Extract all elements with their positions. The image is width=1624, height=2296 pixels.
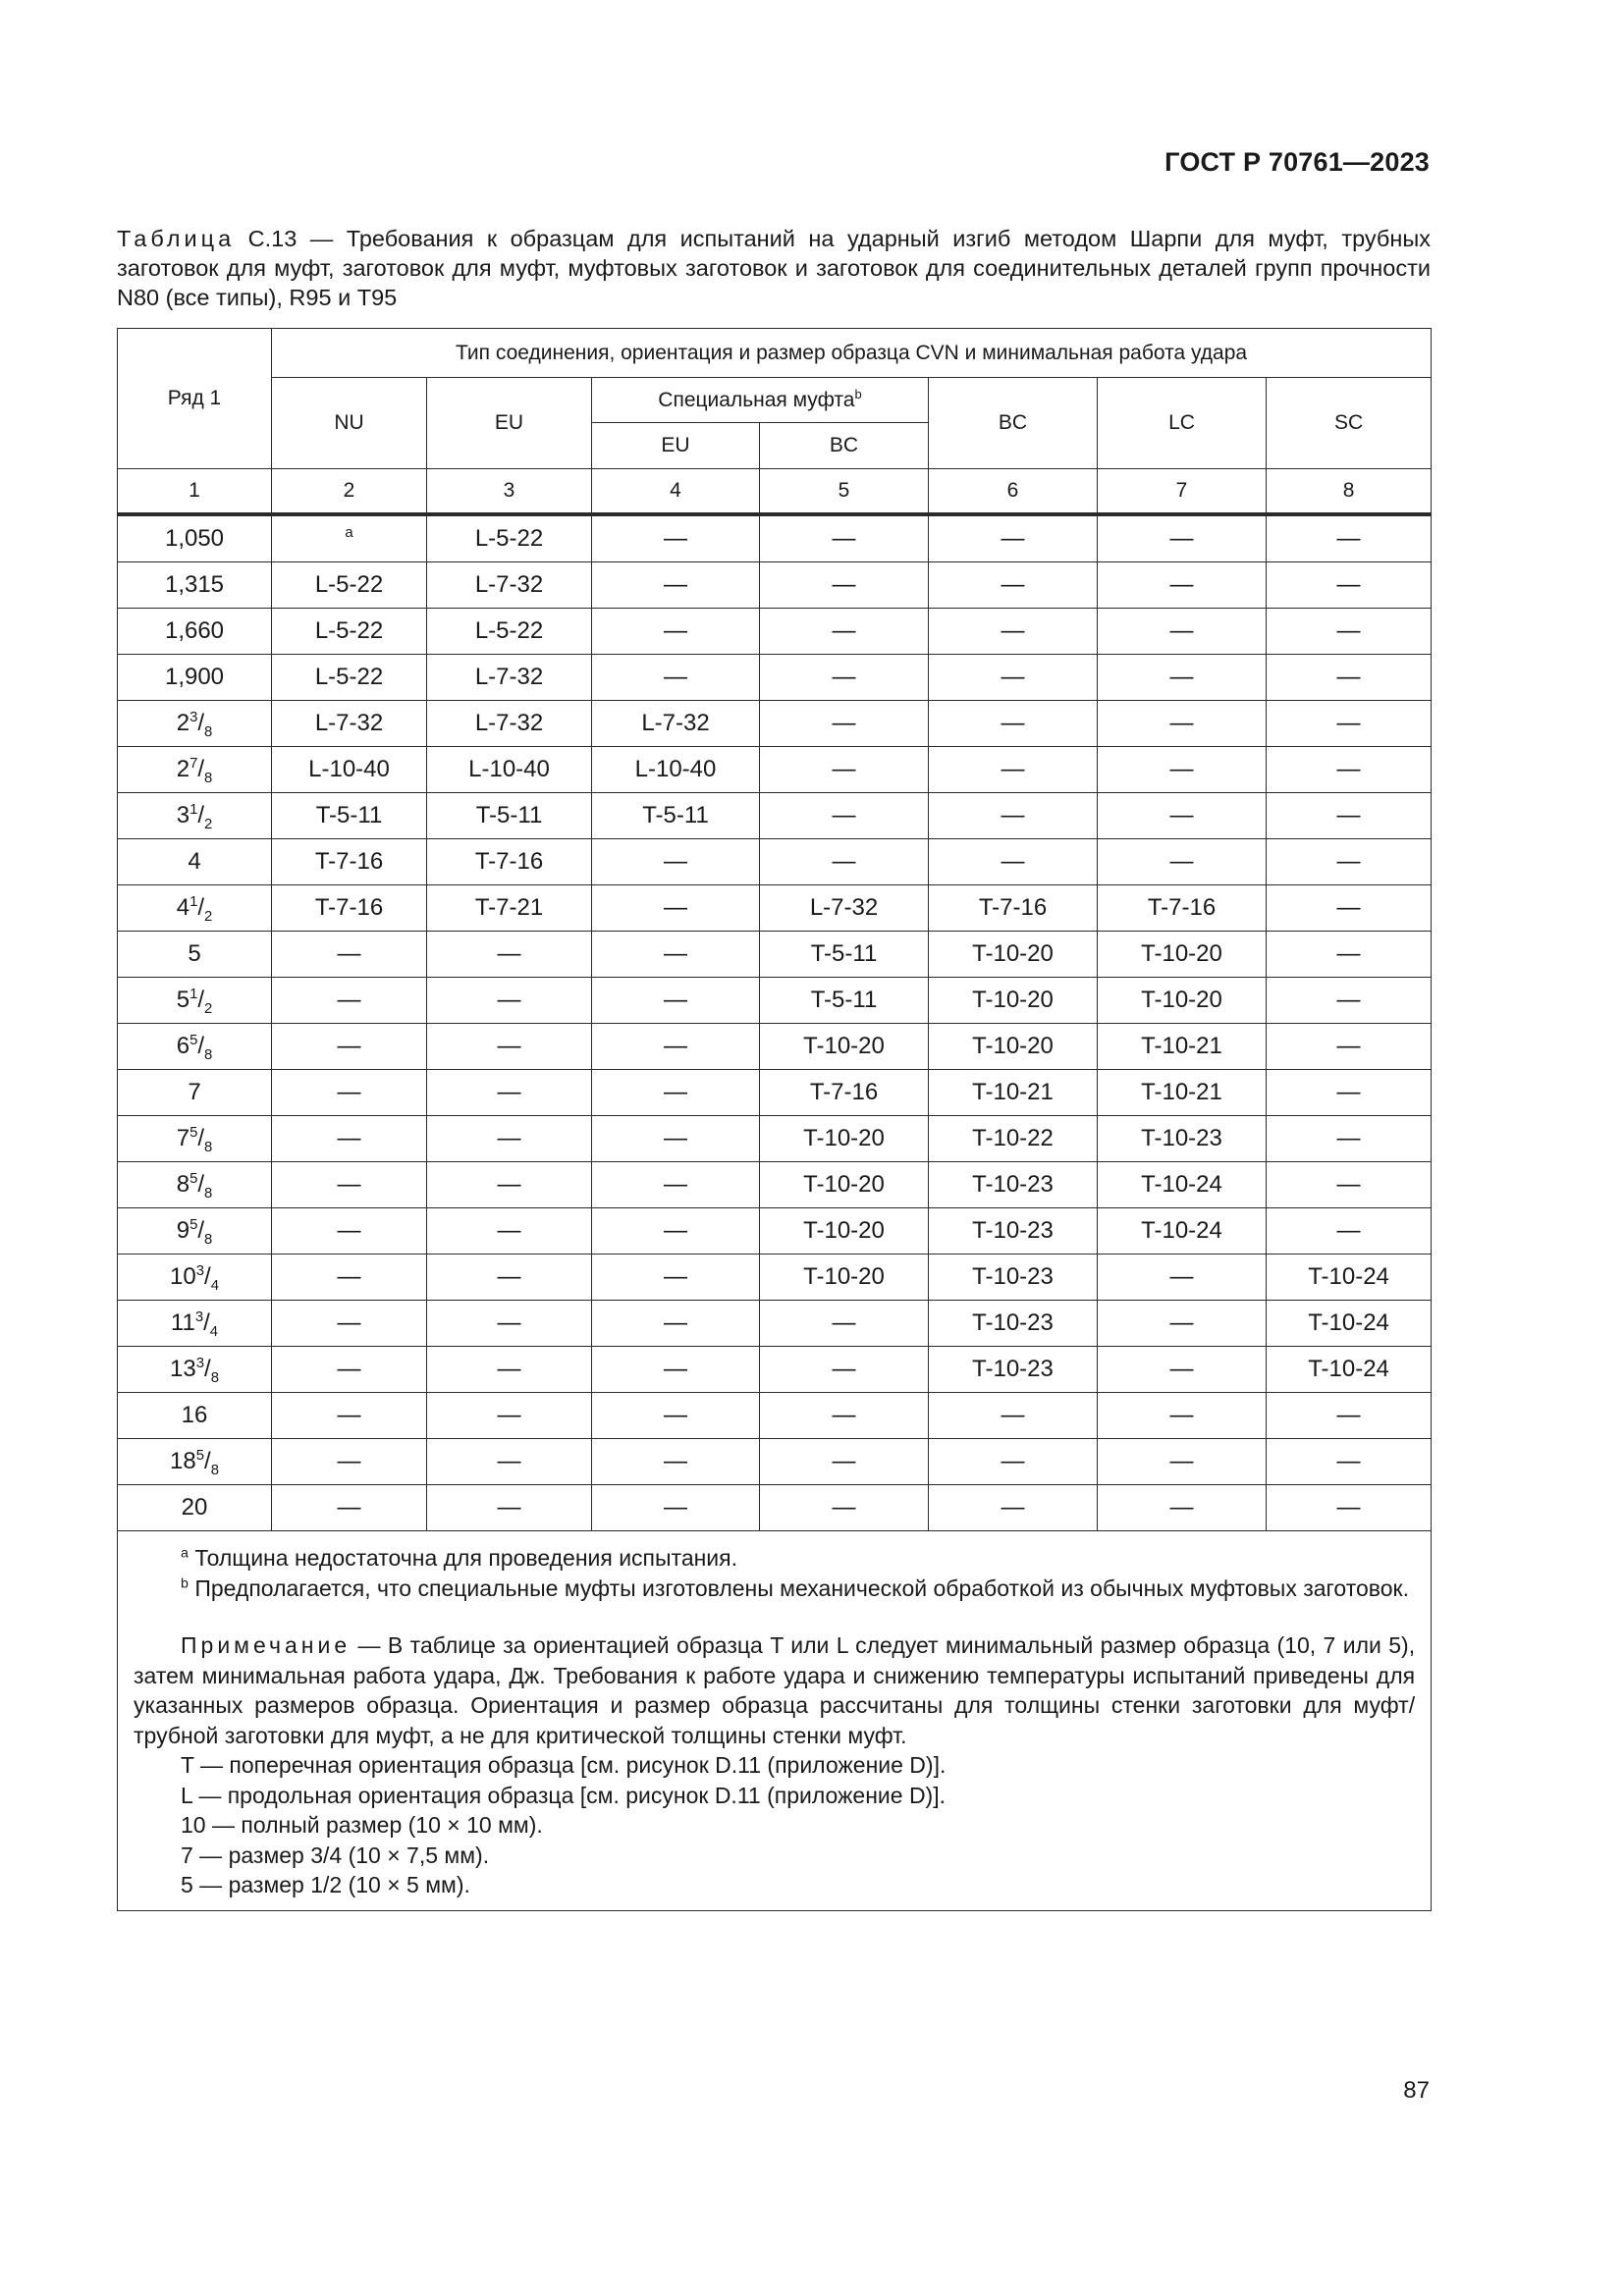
table-cell: — — [272, 1162, 427, 1208]
row-size-cell — [118, 1393, 272, 1439]
size-whole: 8 — [176, 1171, 190, 1198]
size-fraction-denominator: 4 — [209, 1323, 219, 1340]
table-cell: — — [760, 1485, 929, 1531]
row-size-cell: $3^1/_2$ — [118, 793, 272, 839]
size-whole: 7 — [176, 1125, 190, 1151]
table-cell: — — [427, 1255, 592, 1301]
row-size-cell: $7^5/_8$ — [118, 1116, 272, 1162]
size-whole: 1,315 — [164, 571, 225, 598]
row-size-cell: $2^3/_8$ — [118, 701, 272, 747]
column-number-cell: 1 — [118, 469, 272, 515]
table-cell: — — [427, 978, 592, 1024]
row-header-cell: Ряд 1 — [118, 329, 272, 469]
footnote-a-mark: a — [181, 1545, 189, 1562]
table-row — [118, 514, 1432, 562]
table-cell: L-5-22 — [272, 655, 427, 701]
size-whole: 5 — [176, 987, 190, 1013]
requirements-table — [117, 328, 1432, 1911]
table-cell: T-5-11 — [760, 932, 929, 978]
row-size-cell: $6^5/_8$ — [118, 1024, 272, 1070]
size-whole: 10 — [170, 1263, 196, 1290]
table-cell: T-10-24 — [1098, 1208, 1267, 1255]
table-cell: — — [272, 1024, 427, 1070]
size-whole: 13 — [170, 1356, 196, 1382]
table-cell: T-5-11 — [760, 978, 929, 1024]
table-row — [118, 1301, 1432, 1347]
table-cell: — — [760, 701, 929, 747]
table-cell: T-7-16 — [272, 839, 427, 885]
table-cell: — — [760, 1393, 929, 1439]
table-cell: T-7-16 — [1098, 885, 1267, 932]
table-cell: T-7-16 — [427, 839, 592, 885]
table-cell: — — [1267, 514, 1432, 562]
table-cell: — — [272, 1070, 427, 1116]
size-fraction-numerator: 3 — [195, 1356, 205, 1371]
column-number-cell: 3 — [427, 469, 592, 515]
table-cell: — — [592, 562, 760, 609]
table-cell: T-10-24 — [1267, 1347, 1432, 1393]
column-number-cell: 2 — [272, 469, 427, 515]
table-cell: — — [929, 655, 1098, 701]
row-size-cell — [118, 514, 272, 562]
table-cell: — — [427, 1485, 592, 1531]
column-header-nu: NU — [272, 378, 427, 469]
note-label: Примечание — [181, 1632, 352, 1658]
table-cell: T-7-16 — [272, 885, 427, 932]
table-cell: T-10-23 — [929, 1255, 1098, 1301]
table-cell: T-10-22 — [929, 1116, 1098, 1162]
table-cell: — — [929, 609, 1098, 655]
table-cell: — — [1098, 1255, 1267, 1301]
size-whole: 9 — [176, 1217, 190, 1244]
table-cell: — — [1267, 932, 1432, 978]
size-fraction-numerator: 1 — [189, 802, 198, 818]
size-whole: 16 — [181, 1402, 208, 1428]
size-fraction-numerator: 5 — [189, 1217, 198, 1233]
table-cell: — — [592, 1116, 760, 1162]
table-cell: L-7-32 — [427, 701, 592, 747]
table-cell: — — [760, 655, 929, 701]
column-header-eu: EU — [427, 378, 592, 469]
column-header-bc: BC — [929, 378, 1098, 469]
table-caption-text: C.13 — Требования к образцам для испытаний на ударный изгиб методом Шарпи для муфт, трубных заготовок для муфт, заготовок для муфт, муфтовых заготовок и заготовок для соединительных деталей групп прочности N80 (все типы), R95 и T95 — [117, 226, 1431, 310]
special-coupling-label: Специальная муфта — [658, 388, 855, 411]
table-cell: — — [929, 747, 1098, 793]
table-cell: — — [427, 1070, 592, 1116]
table-cell: — — [592, 1485, 760, 1531]
table-cell: — — [1267, 1162, 1432, 1208]
table-cell: — — [760, 747, 929, 793]
size-whole: 3 — [176, 802, 190, 828]
table-cell: — — [1267, 793, 1432, 839]
table-cell: — — [929, 1393, 1098, 1439]
note-line: T — поперечная ориентация образца [см. рисунок D.11 (приложение D)]. — [181, 1752, 947, 1778]
table-footnotes-cell — [118, 1531, 1432, 1911]
table-row — [118, 655, 1432, 701]
table-note — [134, 1630, 1415, 1750]
table-row — [118, 609, 1432, 655]
table-cell: T-10-23 — [929, 1162, 1098, 1208]
column-number-cell: 5 — [760, 469, 929, 515]
table-cell: — — [592, 655, 760, 701]
column-header-special-bc: BC — [760, 423, 929, 469]
row-size-cell — [118, 1070, 272, 1116]
table-cell: — — [592, 932, 760, 978]
table-cell: — — [272, 1255, 427, 1301]
size-fraction-denominator: 8 — [204, 1046, 213, 1063]
table-cell: T-10-23 — [929, 1347, 1098, 1393]
size-fraction-denominator: 2 — [204, 908, 213, 925]
table-cell: — — [1267, 839, 1432, 885]
table-row — [118, 1116, 1432, 1162]
table-cell: — — [1098, 1301, 1267, 1347]
footnote-b-mark: b — [181, 1575, 189, 1591]
size-fraction-numerator: 5 — [189, 1033, 198, 1048]
size-whole: 6 — [176, 1033, 190, 1059]
table-cell: L-10-40 — [272, 747, 427, 793]
table-cell: — — [929, 562, 1098, 609]
table-row — [118, 1070, 1432, 1116]
table-cell: — — [592, 839, 760, 885]
table-cell: — — [1267, 609, 1432, 655]
table-cell: — — [427, 1162, 592, 1208]
footnote-a-text: Толщина недостаточна для проведения испытания. — [188, 1545, 738, 1571]
table-cell: — — [1267, 1116, 1432, 1162]
size-whole: 20 — [181, 1494, 208, 1521]
size-fraction-denominator: 8 — [210, 1369, 219, 1386]
table-cell: — — [1098, 793, 1267, 839]
table-cell: — — [1267, 978, 1432, 1024]
special-coupling-footnote-mark: b — [854, 386, 862, 401]
row-size-cell: $5^1/_2$ — [118, 978, 272, 1024]
table-cell: T-5-11 — [592, 793, 760, 839]
note-text: — В таблице за ориентацией образца T или L следует минимальный размер образца (10, 7 или 5), затем минимальная работа удара, Дж. Требования к работе удара и снижению температуры испытаний приведены для указанных размеров образца. Ориентация и размер образца рассчитаны для толщины стенки заготовки для муфт/трубной заготовки для муфт, а не для критической толщины стенки муфт. — [134, 1632, 1416, 1748]
table-row — [118, 747, 1432, 793]
table-cell: — — [760, 514, 929, 562]
note-line: L — продольная ориентация образца [см. рисунок D.11 (приложение D)]. — [181, 1782, 947, 1808]
table-row — [118, 1393, 1432, 1439]
size-whole: 4 — [176, 894, 190, 921]
table-cell: — — [929, 514, 1098, 562]
table-cell: T-10-21 — [929, 1070, 1098, 1116]
table-cell: — — [1098, 1485, 1267, 1531]
row-size-cell — [118, 609, 272, 655]
table-row — [118, 1255, 1432, 1301]
table-cell: — — [272, 1439, 427, 1485]
table-cell: — — [272, 1347, 427, 1393]
page-number: 87 — [1403, 2077, 1430, 2104]
table-cell: — — [760, 609, 929, 655]
table-row — [118, 793, 1432, 839]
footnote-mark: a — [345, 525, 353, 541]
size-fraction-numerator: 5 — [189, 1125, 198, 1141]
row-size-cell: $4^1/_2$ — [118, 885, 272, 932]
table-cell: — — [929, 1485, 1098, 1531]
table-cell: — — [1267, 1208, 1432, 1255]
footnote-b-text: Предполагается, что специальные муфты изготовлены механической обработкой из обычных муфтовых заготовок. — [188, 1575, 1409, 1601]
table-cell: — — [427, 1024, 592, 1070]
row-size-cell — [118, 932, 272, 978]
row-size-cell: $8^5/_8$ — [118, 1162, 272, 1208]
table-cell: — — [592, 1208, 760, 1255]
table-cell: — — [1098, 1347, 1267, 1393]
table-cell: T-10-20 — [760, 1024, 929, 1070]
size-fraction-numerator: 3 — [195, 1263, 205, 1279]
table-cell: — — [929, 1439, 1098, 1485]
requirements-table-wrapper — [117, 328, 1431, 1911]
table-cell: — — [1267, 562, 1432, 609]
table-cell: — — [929, 793, 1098, 839]
table-cell: — — [1267, 1024, 1432, 1070]
table-cell: L-10-40 — [592, 747, 760, 793]
table-cell: T-10-23 — [1098, 1116, 1267, 1162]
size-fraction-numerator: 1 — [189, 987, 198, 1002]
table-row — [118, 932, 1432, 978]
table-cell: T-10-20 — [760, 1255, 929, 1301]
table-cell: T-7-16 — [929, 885, 1098, 932]
table-cell: — — [272, 1116, 427, 1162]
size-fraction-numerator: 5 — [195, 1448, 205, 1464]
table-cell: — — [592, 1024, 760, 1070]
table-row — [118, 1347, 1432, 1393]
table-cell: — — [1098, 514, 1267, 562]
size-whole: 7 — [188, 1079, 201, 1105]
table-cell: T-10-23 — [929, 1301, 1098, 1347]
row-size-cell: $13^3/_8$ — [118, 1347, 272, 1393]
row-size-cell: $11^3/_4$ — [118, 1301, 272, 1347]
table-cell: T-7-21 — [427, 885, 592, 932]
table-cell: L-5-22 — [427, 514, 592, 562]
column-number-cell: 6 — [929, 469, 1098, 515]
table-cell: — — [272, 1393, 427, 1439]
size-fraction-denominator: 8 — [210, 1462, 219, 1478]
table-cell: — — [427, 1393, 592, 1439]
table-caption — [117, 224, 1431, 312]
table-cell: — — [1098, 839, 1267, 885]
table-cell: — — [272, 932, 427, 978]
table-cell: — — [592, 1347, 760, 1393]
size-fraction-denominator: 8 — [204, 1231, 213, 1248]
table-cell: T-7-16 — [760, 1070, 929, 1116]
table-cell: T-10-24 — [1098, 1162, 1267, 1208]
table-cell: T-10-20 — [929, 1024, 1098, 1070]
table-cell: — — [272, 1485, 427, 1531]
table-row — [118, 839, 1432, 885]
table-cell: — — [1098, 1393, 1267, 1439]
table-cell: T-10-24 — [1267, 1301, 1432, 1347]
row-size-cell: $9^5/_8$ — [118, 1208, 272, 1255]
table-cell: T-10-20 — [760, 1162, 929, 1208]
table-cell: — — [272, 1301, 427, 1347]
table-cell: — — [760, 839, 929, 885]
table-row — [118, 1208, 1432, 1255]
special-coupling-header — [592, 378, 929, 423]
table-cell: — — [1267, 885, 1432, 932]
column-header-special-eu: EU — [592, 423, 760, 469]
table-cell — [272, 514, 427, 562]
size-whole: 4 — [188, 848, 201, 875]
table-cell: — — [592, 1255, 760, 1301]
size-whole: 1,900 — [164, 664, 225, 690]
document-code: ГОСТ Р 70761—2023 — [1164, 147, 1430, 177]
table-cell: T-10-21 — [1098, 1024, 1267, 1070]
table-cell: — — [760, 1439, 929, 1485]
row-size-cell: $10^3/_4$ — [118, 1255, 272, 1301]
table-cell: L-5-22 — [427, 609, 592, 655]
table-cell: L-5-22 — [272, 609, 427, 655]
table-cell: — — [1098, 1439, 1267, 1485]
table-cell: — — [592, 1393, 760, 1439]
note-line: 10 — полный размер (10 × 10 мм). — [181, 1812, 543, 1838]
table-cell: — — [929, 701, 1098, 747]
table-cell: — — [929, 839, 1098, 885]
table-cell: — — [1267, 1393, 1432, 1439]
table-cell: L-7-32 — [592, 701, 760, 747]
size-fraction-numerator: 3 — [194, 1309, 204, 1325]
table-row — [118, 1162, 1432, 1208]
column-header-sc: SC — [1267, 378, 1432, 469]
size-whole: 2 — [176, 756, 190, 782]
size-fraction-denominator: 8 — [204, 1139, 213, 1155]
footnote-b — [134, 1574, 1415, 1604]
table-row — [118, 978, 1432, 1024]
table-row — [118, 885, 1432, 932]
table-cell: — — [427, 1439, 592, 1485]
table-cell: — — [1098, 701, 1267, 747]
table-cell: — — [592, 609, 760, 655]
column-number-cell: 4 — [592, 469, 760, 515]
table-cell: — — [427, 932, 592, 978]
table-cell: T-10-20 — [929, 978, 1098, 1024]
table-cell: L-5-22 — [272, 562, 427, 609]
row-size-cell: $2^7/_8$ — [118, 747, 272, 793]
size-whole: 2 — [176, 710, 190, 736]
table-cell: T-10-20 — [760, 1208, 929, 1255]
table-cell: — — [1098, 655, 1267, 701]
table-cell: — — [1098, 747, 1267, 793]
column-number-row — [118, 469, 1432, 515]
table-cell: L-10-40 — [427, 747, 592, 793]
size-fraction-numerator: 1 — [189, 894, 198, 910]
table-row — [118, 1439, 1432, 1485]
table-cell: — — [272, 1208, 427, 1255]
table-body — [118, 514, 1432, 1531]
table-cell: — — [1267, 701, 1432, 747]
table-cell: T-5-11 — [272, 793, 427, 839]
table-cell: T-10-20 — [1098, 932, 1267, 978]
column-number-cell: 8 — [1267, 469, 1432, 515]
size-whole: 11 — [170, 1309, 195, 1336]
table-cell: — — [760, 1301, 929, 1347]
size-fraction-numerator: 3 — [189, 710, 198, 725]
table-cell: — — [592, 1162, 760, 1208]
table-cell: T-10-23 — [929, 1208, 1098, 1255]
row-size-cell — [118, 655, 272, 701]
group-header-cell: Тип соединения, ориентация и размер образца CVN и минимальная работа удара — [272, 329, 1432, 378]
table-cell: — — [1267, 1439, 1432, 1485]
table-cell: — — [1098, 562, 1267, 609]
table-row — [118, 701, 1432, 747]
size-whole: 1,660 — [164, 617, 225, 644]
table-cell: T-10-24 — [1267, 1255, 1432, 1301]
table-cell: — — [760, 793, 929, 839]
table-cell: T-10-20 — [929, 932, 1098, 978]
note-line: 7 — размер 3/4 (10 × 7,5 мм). — [181, 1842, 490, 1868]
note-line: 5 — размер 1/2 (10 × 5 мм). — [181, 1872, 470, 1897]
table-cell: — — [1267, 1485, 1432, 1531]
row-size-cell: $18^5/_8$ — [118, 1439, 272, 1485]
size-fraction-denominator: 2 — [204, 816, 213, 832]
table-cell: — — [427, 1116, 592, 1162]
table-cell: — — [592, 1301, 760, 1347]
table-cell: — — [1098, 609, 1267, 655]
table-cell: — — [592, 1439, 760, 1485]
row-size-cell — [118, 1485, 272, 1531]
size-fraction-numerator: 7 — [189, 756, 198, 772]
row-size-cell — [118, 562, 272, 609]
table-row — [118, 1485, 1432, 1531]
table-cell: T-5-11 — [427, 793, 592, 839]
table-cell: L-7-32 — [427, 655, 592, 701]
table-cell: — — [1267, 747, 1432, 793]
size-fraction-numerator: 5 — [189, 1171, 198, 1187]
table-cell: — — [1267, 1070, 1432, 1116]
table-cell: — — [592, 514, 760, 562]
column-number-cell: 7 — [1098, 469, 1267, 515]
table-cell: T-10-20 — [1098, 978, 1267, 1024]
table-cell: — — [592, 885, 760, 932]
table-cell: — — [427, 1347, 592, 1393]
table-cell: — — [592, 978, 760, 1024]
table-cell: T-10-20 — [760, 1116, 929, 1162]
footnote-a — [134, 1543, 1415, 1574]
size-fraction-denominator: 2 — [204, 1000, 213, 1017]
size-fraction-denominator: 8 — [204, 723, 213, 740]
column-header-lc: LC — [1098, 378, 1267, 469]
table-cell: — — [760, 1347, 929, 1393]
table-cell: — — [592, 1070, 760, 1116]
table-cell: — — [1267, 655, 1432, 701]
table-cell: — — [427, 1301, 592, 1347]
table-cell: — — [427, 1208, 592, 1255]
size-fraction-denominator: 8 — [204, 1185, 213, 1201]
table-cell: — — [272, 978, 427, 1024]
size-whole: 18 — [170, 1448, 196, 1474]
table-caption-label: Таблица — [117, 226, 236, 251]
size-whole: 5 — [188, 940, 201, 967]
table-cell: L-7-32 — [272, 701, 427, 747]
size-whole: 1,050 — [164, 525, 225, 552]
table-cell: — — [760, 562, 929, 609]
table-row — [118, 1024, 1432, 1070]
table-cell: T-10-21 — [1098, 1070, 1267, 1116]
size-fraction-denominator: 4 — [210, 1277, 219, 1294]
row-size-cell — [118, 839, 272, 885]
table-cell: L-7-32 — [760, 885, 929, 932]
table-cell: L-7-32 — [427, 562, 592, 609]
size-fraction-denominator: 8 — [204, 770, 213, 786]
table-row — [118, 562, 1432, 609]
